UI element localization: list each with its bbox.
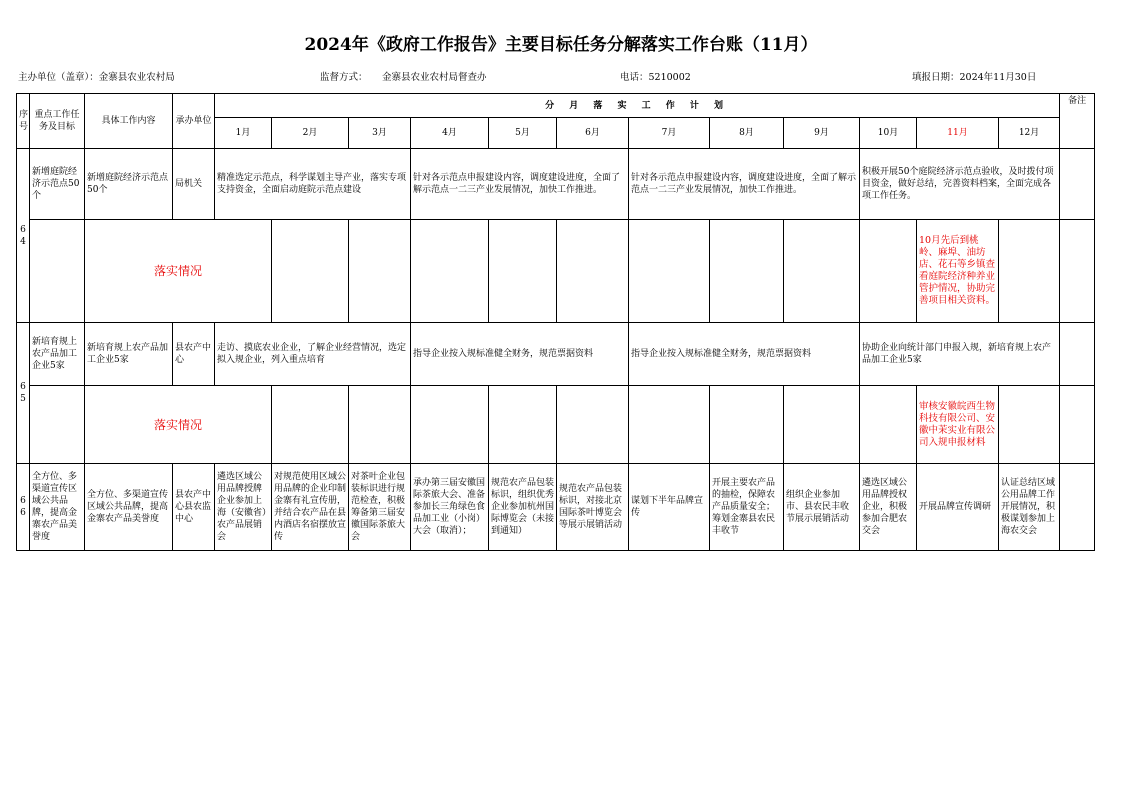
- status-row-64: [17, 220, 1095, 323]
- status-november-cell: 10月先后到桃岭、麻埠、油坊店、花石等乡镇查看庭院经济种养业管护情况，协助完善项目相关资料。: [917, 220, 999, 323]
- header-row: [17, 94, 1095, 118]
- month-plan-cell: 遴选区域公用品牌授权企业，积极参加合肥农交会: [860, 464, 917, 551]
- month-header: 4月: [411, 118, 489, 149]
- month-header: 2月: [272, 118, 349, 149]
- seq-cell: 64: [17, 149, 30, 323]
- month-plan-cell: 开展主要农产品的抽检，保障农产品质量安全；筹划金寨县农民丰收节: [710, 464, 784, 551]
- header-key-task: 重点工作任务及目标: [30, 94, 85, 149]
- detail-cell: 新培育规上农产品加工企业5家: [85, 323, 173, 386]
- supervision-value: 金寨县农业农村局督查办: [382, 72, 487, 83]
- status-month-cell: [411, 220, 489, 323]
- month-header: 12月: [999, 118, 1060, 149]
- header-monthly-plan: 分 月 落 实 工 作 计 划: [215, 94, 1060, 118]
- status-month-cell: [349, 386, 411, 464]
- status-month-cell: [557, 220, 629, 323]
- unit-cell: 县农产中心: [173, 323, 215, 386]
- month-plan-cell: 规范农产品包装标识，对接北京国际茶叶博览会等展示展销活动: [557, 464, 629, 551]
- status-month-cell: [411, 386, 489, 464]
- status-empty-cell: [30, 220, 85, 323]
- header-remark: 备注: [1060, 94, 1095, 149]
- status-label: 落实情况: [85, 386, 272, 464]
- header-detail: 具体工作内容: [85, 94, 173, 149]
- status-november-cell: 审核安徽皖西生物科技有限公司、安徽中茉实业有限公司入规申报材料: [917, 386, 999, 464]
- table-row-66: [17, 464, 1095, 551]
- status-month-cell: [272, 386, 349, 464]
- status-month-cell: [629, 220, 710, 323]
- plan-cell: 走访、摸底农业企业，了解企业经营情况，选定拟入规企业，列入重点培育: [215, 323, 411, 386]
- status-month-cell: [272, 220, 349, 323]
- key-task-cell: 全方位、多渠道宣传区域公共品牌，提高金寨农产品美誉度: [30, 464, 85, 551]
- seq-cell: 65: [17, 323, 30, 464]
- plan-cell: 协助企业向统计部门申报入规，新培育规上农产品加工企业5家: [860, 323, 1060, 386]
- detail-cell: 全方位、多渠道宣传区域公共品牌，提高金寨农产品美誉度: [85, 464, 173, 551]
- month-header: 6月: [557, 118, 629, 149]
- status-month-cell: [489, 220, 557, 323]
- report-date: 填报日期：2024年11月30日: [912, 72, 1037, 83]
- remark-cell: [1060, 220, 1095, 323]
- status-month-cell: [557, 386, 629, 464]
- month-header: 7月: [629, 118, 710, 149]
- plan-cell: 精准选定示范点，科学谋划主导产业，落实专项支持资金，全面启动庭院示范点建设: [215, 149, 411, 220]
- month-plan-cell: 认证总结区域公用品牌工作开展情况，积极谋划参加上海农交会: [999, 464, 1060, 551]
- month-plan-cell: 谋划下半年品牌宣传: [629, 464, 710, 551]
- header-seq: 序号: [17, 94, 30, 149]
- status-month-cell: [710, 220, 784, 323]
- header-unit: 承办单位: [173, 94, 215, 149]
- status-row-65: [17, 386, 1095, 464]
- seq-cell: 66: [17, 464, 30, 551]
- status-month-cell: [784, 386, 860, 464]
- month-plan-cell: 遴选区域公用品牌授牌企业参加上海（安徽省）农产品展销会: [215, 464, 272, 551]
- remark-cell: [1060, 149, 1095, 220]
- page-title: 2024年《政府工作报告》主要目标任务分解落实工作台账（11月）: [304, 35, 818, 55]
- detail-cell: 新增庭院经济示范点50个: [85, 149, 173, 220]
- month-plan-cell: 组织企业参加市、县农民丰收节展示展销活动: [784, 464, 860, 551]
- month-plan-cell: 开展品牌宣传调研: [917, 464, 999, 551]
- remark-cell: [1060, 386, 1095, 464]
- month-plan-cell: 承办第三届安徽国际茶旅大会、准备参加长三角绿色食品加工业（小岗）大会（取消）；: [411, 464, 489, 551]
- table-row-65: [17, 323, 1095, 386]
- unit-cell: 县农产中心县农监中心: [173, 464, 215, 551]
- ledger-table: [16, 93, 1095, 551]
- key-task-cell: 新增庭院经济示范点50个: [30, 149, 85, 220]
- supervision-label: 监督方式：: [320, 72, 368, 83]
- status-month-cell: [349, 220, 411, 323]
- month-header: 10月: [860, 118, 917, 149]
- plan-cell: 针对各示范点申报建设内容，调度建设进度，全面了解示范点一二三产业发展情况，加快工作推进。: [629, 149, 860, 220]
- month-plan-cell: 规范农产品包装标识，组织优秀企业参加杭州国际博览会（未接到通知）: [489, 464, 557, 551]
- plan-cell: 针对各示范点申报建设内容，调度建设进度，全面了解示范点一二三产业发展情况，加快工作推进。: [411, 149, 629, 220]
- status-month-cell: [710, 386, 784, 464]
- month-header-current: 11月: [917, 118, 999, 149]
- status-empty-cell: [30, 386, 85, 464]
- status-month-cell: [629, 386, 710, 464]
- month-plan-cell: 对规范使用区域公用品牌的企业印制金寨有礼宣传册，并结合农产品在县内酒店名宿摆放宣传: [272, 464, 349, 551]
- unit-cell: 局机关: [173, 149, 215, 220]
- status-month-cell: [784, 220, 860, 323]
- month-header: 8月: [710, 118, 784, 149]
- plan-cell: 积极开展50个庭院经济示范点验收，及时拨付项目资金，做好总结，完善资料档案，全面完成各项工作任务。: [860, 149, 1060, 220]
- host-unit: 主办单位（盖章）：金寨县农业农村局: [18, 72, 175, 83]
- status-month-cell: [999, 386, 1060, 464]
- key-task-cell: 新培育规上农产品加工企业5家: [30, 323, 85, 386]
- month-header: 5月: [489, 118, 557, 149]
- status-label: 落实情况: [85, 220, 272, 323]
- status-month-cell: [860, 220, 917, 323]
- month-plan-cell: 对茶叶企业包装标识进行规范检查，积极筹备第三届安徽国际茶旅大会: [349, 464, 411, 551]
- phone: 电话：5210002: [620, 72, 691, 83]
- status-month-cell: [999, 220, 1060, 323]
- month-header: 9月: [784, 118, 860, 149]
- remark-cell: [1060, 464, 1095, 551]
- status-month-cell: [489, 386, 557, 464]
- remark-cell: [1060, 323, 1095, 386]
- table-row-64: [17, 149, 1095, 220]
- plan-cell: 指导企业按入规标准健全财务，规范票据资料: [629, 323, 860, 386]
- month-header: 1月: [215, 118, 272, 149]
- status-month-cell: [860, 386, 917, 464]
- month-header: 3月: [349, 118, 411, 149]
- plan-cell: 指导企业按入规标准健全财务，规范票据资料: [411, 323, 629, 386]
